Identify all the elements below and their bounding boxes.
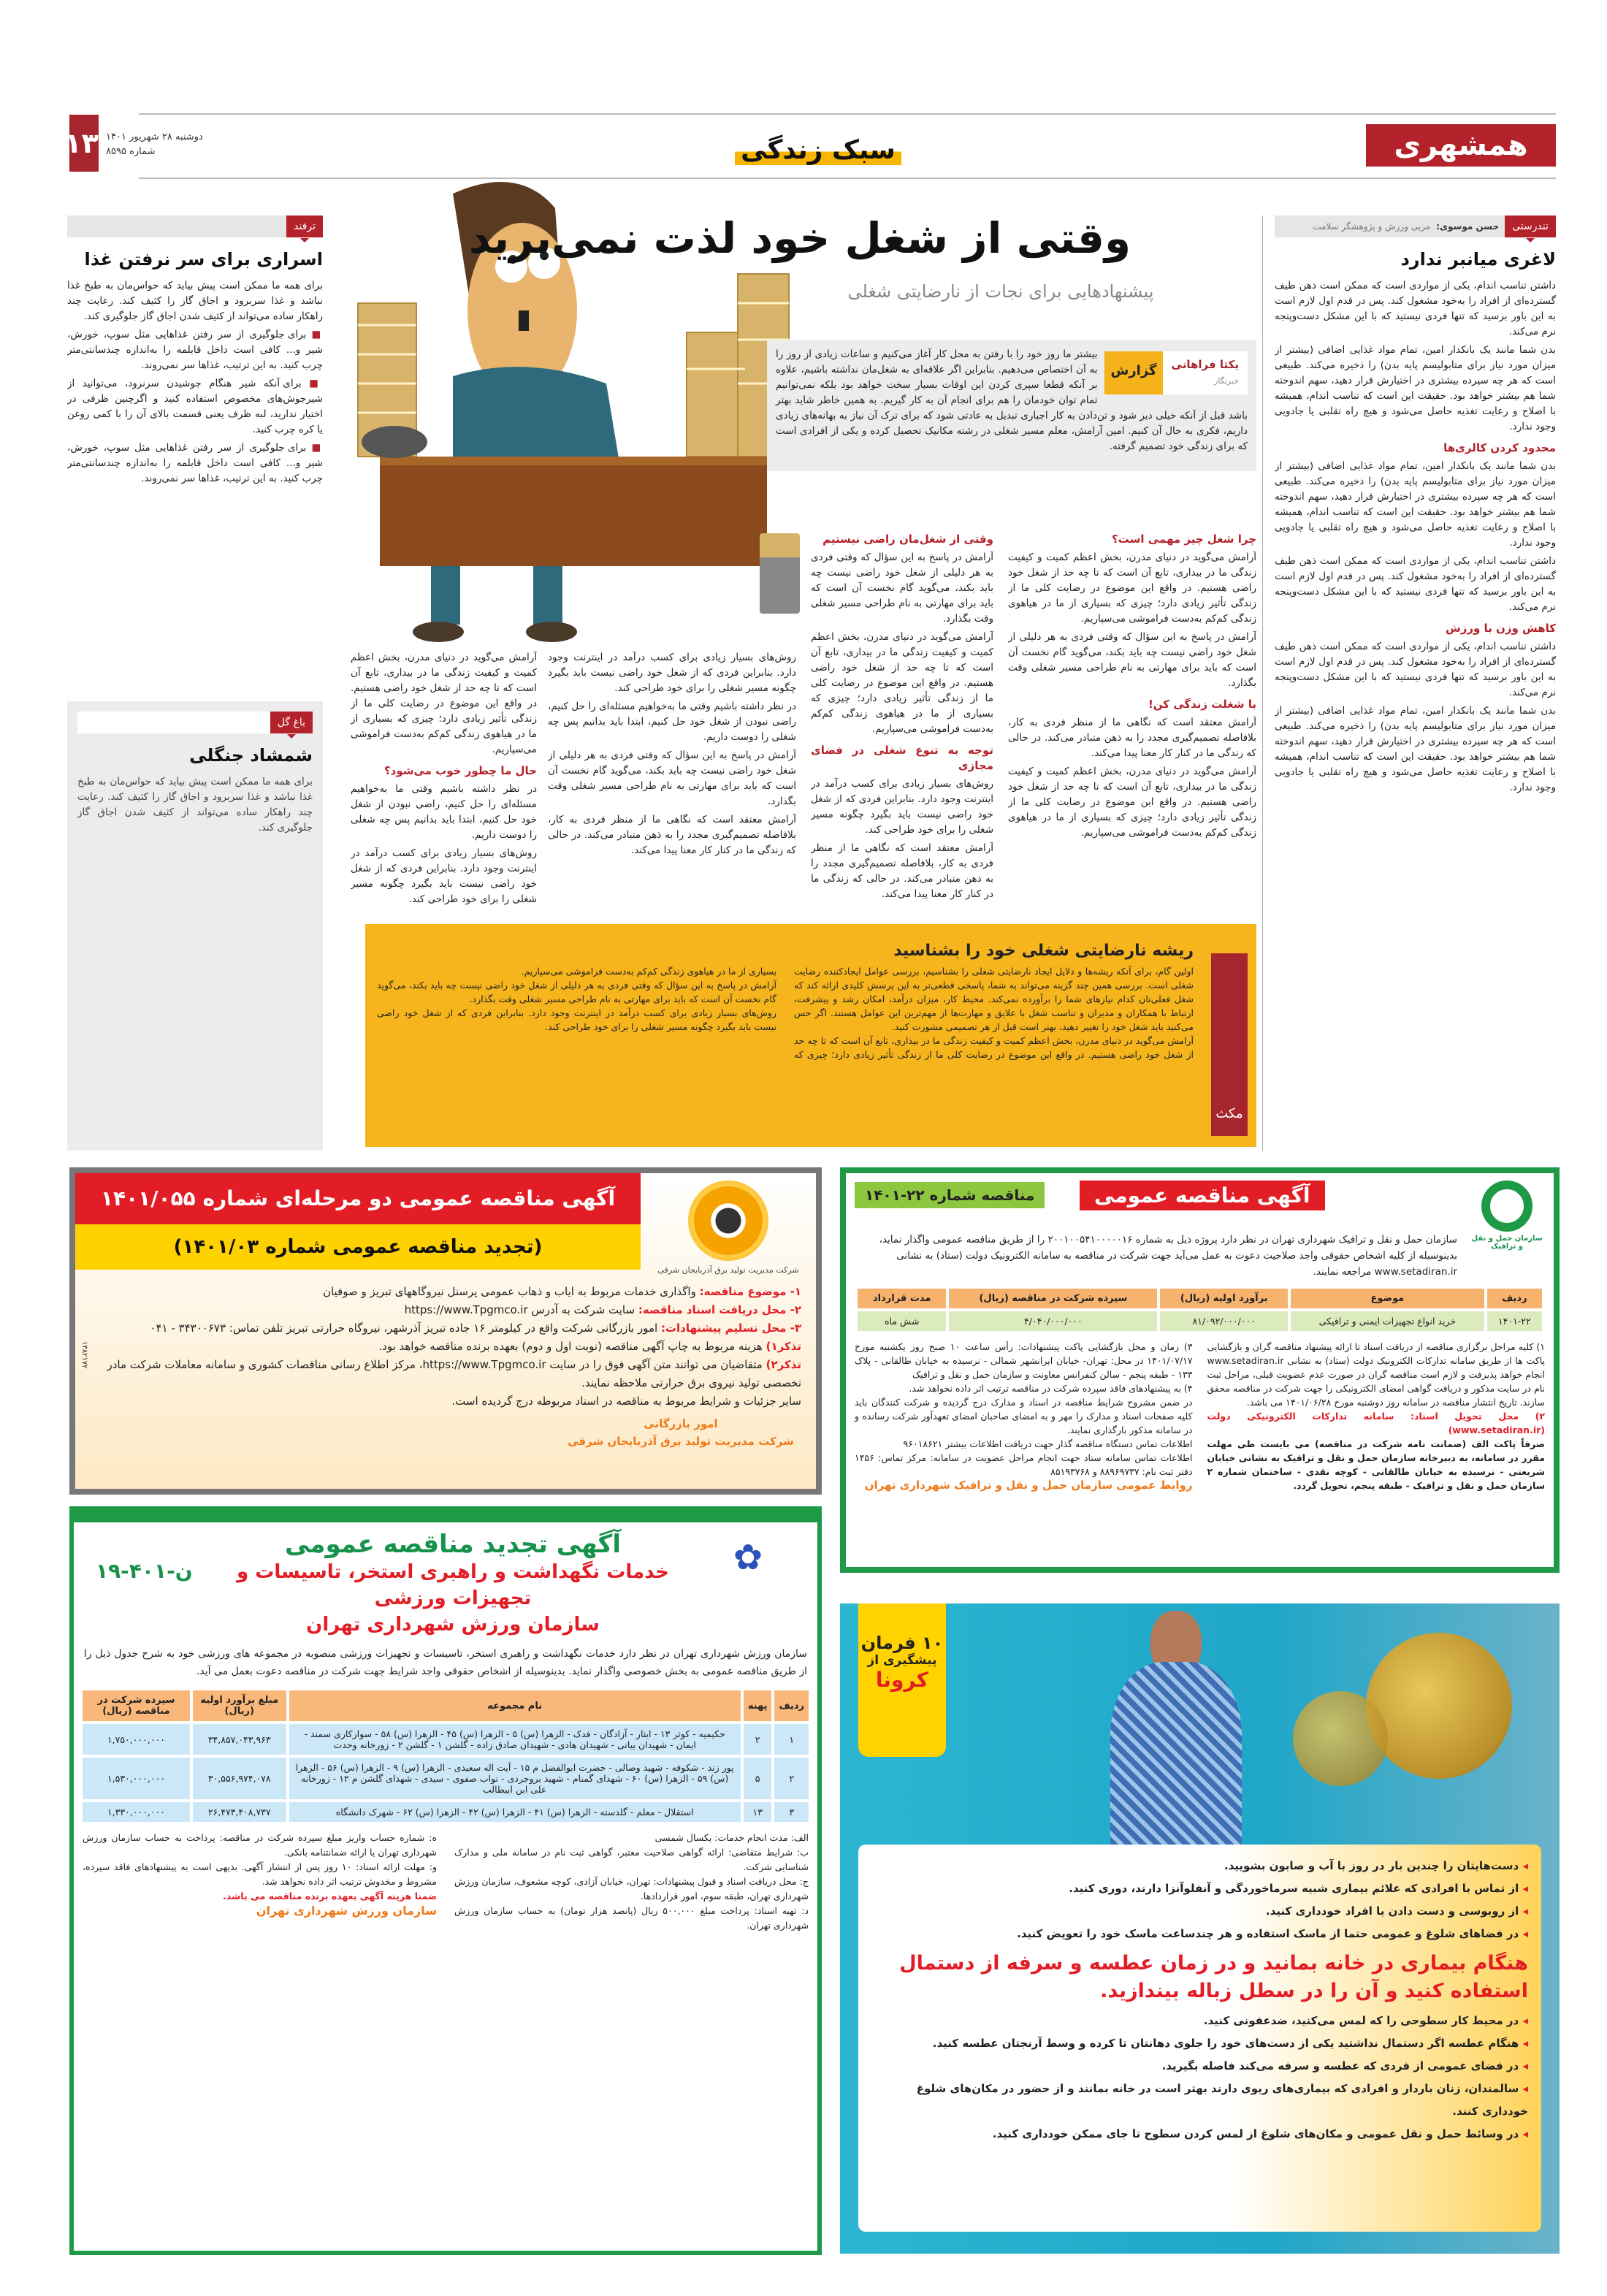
- paragraph: آرامش می‌گوید در دنیای مدرن، بخش اعظم کمیت و کیفیت زندگی ما در بیداری، تابع آن است که تا چه حد از شغل خود راضی هستیم. در واقع این موضوع در رضایت کلی ما از زندگی تأثیر زیادی دارد؛ چیزی که بسیاری از ما در هیاهوی زندگی کم‌کم به‌دست فراموشی می‌سپاریم.: [1008, 766, 1256, 839]
- ad-signature: امور بازرگانی: [644, 1417, 718, 1430]
- table-row: [83, 1724, 809, 1755]
- ad-footer: سازمان ورزش شهرداری تهران: [256, 1904, 437, 1918]
- tip-item: ◂ در وسائط حمل و نقل عمومی و مکان‌های شلوغ از لمس کردن سطوح تا جای ممکن خودداری کنید.: [871, 2123, 1528, 2146]
- sidebar-box: [365, 924, 1256, 1147]
- table-cell: مدت قرارداد: [858, 1289, 946, 1308]
- tip-item: ◂ هنگام عطسه اگر دستمال نداشتید یکی از دست‌های خود را جلوی دهانتان تا کرده و وسط آرنجتان عطسه کنید.: [871, 2032, 1528, 2055]
- table-cell: ۴/۰۴۰/۰۰۰/۰۰۰: [949, 1311, 1157, 1331]
- tip-item: ◂ در محیط کار سطوحی را که لمس می‌کنید، ضدعفونی کنید.: [871, 2010, 1528, 2032]
- paragraph: برای جلوگیری از سر رفتن غذاهایی مثل سوپ، خورش، شیر و... کافی است داخل قابلمه را به‌اندازه چندسانتی‌متر چرب کنید. به این ترتیب، غذاها سر نمی‌روند.: [67, 442, 323, 484]
- ad-note: سایر جزئیات و شرایط مربوط به مناقصه در اسناد مربوطه درج گردیده است.: [451, 1395, 801, 1408]
- table-cell: ۱,۷۵۰,۰۰۰,۰۰۰: [83, 1724, 190, 1755]
- subheading: با شغلت زندگی کن!: [1148, 698, 1256, 711]
- table-cell: خرید انواع تجهیزات ایمنی و ترافیکی: [1291, 1311, 1484, 1331]
- paragraph: در نظر داشته باشیم وقتی ما به‌خواهیم مسئله‌ای را حل کنیم، راضی نبودن از شغل خود حل کنیم، ابتدا باید بدانیم پس چه شغلی را دوست داریم.: [548, 701, 796, 743]
- tip-item: ◂ از تماس با افرادی که علائم بیماری شبیه سرماخوردگی و آنفلوآنزا دارند، دوری کنید.: [871, 1877, 1528, 1900]
- paragraph: روش‌های بسیار زیادی برای کسب درآمد در اینترنت وجود دارد. بنابراین فردی که از شغل خود راضی نیست باید بگیرد چگونه مسیر شغلی را برای خود طراحی کند.: [351, 847, 537, 905]
- ad-subtitle: خدمات نگهداشت و راهبری استخر، تاسیسات و تجهیزات ورزشی: [237, 1561, 669, 1609]
- article-title: لاغری میانبر ندارد: [1400, 249, 1556, 270]
- issue-info: [106, 130, 203, 159]
- header-rule-top: [139, 113, 1556, 115]
- subheading: حال ما چطور خوب می‌شود؟: [383, 764, 537, 777]
- tip-item: ◂ دست‌هایتان را چندین بار در روز با آب و صابون بشویید.: [871, 1855, 1528, 1877]
- tender-table: [80, 1687, 812, 1825]
- column-tag: تندرستی: [1505, 216, 1556, 237]
- page-number: ۱۳: [69, 115, 99, 172]
- ad-organization: سازمان ورزش شهرداری تهران: [306, 1614, 600, 1636]
- column-tag: ترفند: [286, 216, 323, 237]
- virus-image: [1366, 1633, 1512, 1779]
- paragraph: داشتن تناسب اندام، یکی از مواردی است که ممکن است ذهن طیف گسترده‌ای از افراد را به‌خود مشغول کند. پس در قدم اول لازم است به این باور برسید که تنها فردی نیستید که با این مشکل دست‌وپنجه نرم می‌کند.: [1275, 555, 1556, 613]
- article-title: شمشاد جنگلی: [189, 745, 313, 766]
- item-label: ۱- موضوع مناقصه:: [699, 1285, 801, 1298]
- byline: [1104, 351, 1248, 394]
- ad-subtitle: (تجدید مناقصه عمومی شماره ۱۴۰۱/۰۳): [75, 1224, 641, 1270]
- table-cell: سپرده شرکت در مناقصه (ریال): [949, 1289, 1157, 1308]
- subheading: وقتی از شغل‌مان راضی نیستیم: [822, 533, 993, 546]
- sidebar-title: ریشه نارضایتی شغلی خود را بشناسید: [893, 942, 1194, 960]
- table-cell: ۵: [744, 1758, 772, 1799]
- subheading: چرا شغل چیز مهمی است؟: [1112, 533, 1256, 546]
- report-tag: گزارش: [1104, 351, 1162, 394]
- ad-corona-prevention[interactable]: [840, 1603, 1560, 2254]
- paragraph: برای آنکه شیر هنگام جوشیدن سرنرود، می‌توانید از شیرجوش‌های مخصوص استفاده کنید و اگرچنین ظرفی در اختیار ندارید، لبه ظرف یعنی قسمت بالای آن را با کمی روغن یا کره چرب کنید.: [67, 378, 323, 435]
- issue-date: دوشنبه ۲۸ شهریور ۱۴۰۱: [106, 131, 203, 142]
- ad-title: آگهی تجدید مناقصه عمومی: [285, 1530, 621, 1559]
- article-title: اسراری برای سر نرفتن غذا: [84, 249, 323, 270]
- table-cell: نام مجموعه: [289, 1690, 741, 1721]
- table-cell: مبلغ برآورد اولیه (ریال): [193, 1690, 286, 1721]
- sick-man-photo: [1081, 1611, 1271, 1845]
- author-name: حسن موسوی:: [1436, 221, 1500, 232]
- paragraph: آرامش می‌گوید در دنیای مدرن، بخش اعظم کمیت و کیفیت زندگی ما در بیداری، تابع آن است که تا چه حد از شغل خود راضی هستیم. در واقع این موضوع در رضایت کلی ما از زندگی تأثیر زیادی دارد؛ چیزی که بسیاری از ما در هیاهوی زندگی کم‌کم به‌دست فراموشی می‌سپاریم.: [811, 631, 993, 735]
- ad-title: آگهی مناقصه عمومی دو مرحله‌ای شماره ۱۴۰۱/۰۵۵: [75, 1173, 641, 1224]
- table-cell: پهنه: [744, 1690, 772, 1721]
- paragraph: آرامش در پاسخ به این سؤال که وقتی فردی به هر دلیلی از شغل خود راضی نیست چه باید بکند، می‌گوید گام نخست آن است که باید برای مهارتی به نام طراحی مسیر شغلی وقت بگذارد.: [377, 980, 776, 1004]
- paragraph: بدن شما مانند یک بانکدار امین، تمام مواد غذایی اضافی (بیشتر از میزان مورد نیاز برای متابولیسم پایه بدن) را ذخیره می‌کند. طبیعی است که هر چه سپرده بیشتری در اختیارش قرار دهید، سهم اندوخته شما هم بیشتر خواهد بود. حقیقت این است که تناسب اندام، همیشه با اصلاح و رعایت تغذیه حاصل می‌شود و هیچ راه تقلبی یا جادویی وجود ندارد.: [1275, 460, 1556, 549]
- paragraph: آرامش می‌گوید در دنیای مدرن، بخش اعظم کمیت و کیفیت زندگی ما در بیداری، تابع آن است که تا چه حد از شغل خود راضی هستیم. در واقع این موضوع در رضایت کلی ما از زندگی تأثیر زیادی دارد؛ چیزی که بسیاری از ما در هیاهوی زندگی کم‌کم به‌دست فراموشی می‌سپاریم.: [521, 966, 1194, 1060]
- article-intro: [767, 340, 1256, 471]
- item-text: امور بازرگانی شرکت واقع در کیلومتر ۱۶ جاده تبریز آذرشهر، نیروگاه حرارتی تبریز تلفن تماس: ۳۴۳۰۰۶۷۳ - ۰۴۱: [150, 1321, 658, 1335]
- item-label: تذکر۲): [766, 1358, 801, 1371]
- article-column-2: [811, 526, 993, 913]
- trend-column: ترفند اسراری برای سر نرفتن غذا برای همه ما ممکن است پیش بیاید که حواس‌مان به طبخ غذا نباشد و غذا سربرود و اجاق گاز را کثیف کند. رعایت چند راهکار ساده می‌تواند از کثیف شدن اجاق گاز جلوگیری کند. ■ برای جلوگیری از سر رفتن غذاهایی مثل سوپ، خورش، شیر و... کافی است داخل قابلمه را به‌اندازه چندسانتی‌متر چرب کنید. به این ترتیب، غذاها سر نمی‌روند. ■ برای آنکه شیر هنگام جوشیدن سرنرود، می‌توانید از شیرجوش‌های مخصوص استفاده کنید و اگرچنین ظرفی در اختیار ندارید، لبه ظرف یعنی قسمت بالای آن را با کمی روغن یا کره چرب کنید. ■ برای جلوگیری از سر رفتن غذاهایی مثل سوپ، خورش، شیر و... کافی است داخل قابلمه را به‌اندازه چندسانتی‌متر چرب کنید. به این ترتیب، غذاها سر نمی‌روند.: [67, 216, 323, 690]
- paragraph: بدن شما مانند یک بانکدار امین، تمام مواد غذایی اضافی (بیشتر از میزان مورد نیاز برای متابولیسم پایه بدن) را ذخیره می‌کند. طبیعی است که هر چه سپرده بیشتری در اختیارش قرار دهید، سهم اندوخته شما هم بیشتر خواهد بود. حقیقت این است که تناسب اندام، همیشه با اصلاح و رعایت تغذیه حاصل می‌شود و هیچ راه تقلبی یا جادویی وجود ندارد.: [1275, 344, 1556, 432]
- paragraph: آرامش می‌گوید در دنیای مدرن، بخش اعظم کمیت و کیفیت زندگی ما در بیداری، تابع آن است که تا چه حد از شغل خود راضی هستیم. در واقع این موضوع در رضایت کلی ما از زندگی تأثیر زیادی دارد؛ چیزی که بسیاری از ما در هیاهوی زندگی کم‌کم به‌دست فراموشی می‌سپاریم.: [351, 652, 537, 755]
- company-logo: شرکت مدیریت تولید برق آذربایجان شرقی: [655, 1181, 801, 1275]
- table-cell: ۲: [744, 1724, 772, 1755]
- paragraph: اولین گام، برای آنکه ریشه‌ها و دلایل ایجاد نارضایتی شغلی را بشناسیم، بررسی عوامل ایجادکننده رضایت شغلی است. بررسی همین چند گزینه می‌تواند به شما، پاسخی قطعی‌تر به این پرسش کلیدی ارائه کند که شغل فعلی‌تان کدام نیازهای شما را برآورده نمی‌کند. محیط کار، میزان درآمد، امکان رشد و پیشرفت، ارتباط با همکاران و مدیران و تناسب شغل با علایق و مهارت‌ها از مهم‌ترین این عوامل هستند. اگر حس می‌کنید باید شغل خود را تغییر دهید، بهتر است قبل از هر تصمیمی مشورت کنید.: [794, 966, 1194, 1032]
- table-cell: سپرده شرکت در مناقصه (ریال): [83, 1690, 190, 1721]
- author-role: مربی ورزش و پژوهشگر سلامت: [1313, 221, 1431, 232]
- table-cell: ۱۴۰۱-۲۲: [1487, 1311, 1542, 1331]
- paragraph: روش‌های بسیار زیادی برای کسب درآمد در اینترنت وجود دارد. بنابراین فردی که از شغل خود راضی نیست باید بگیرد چگونه مسیر شغلی را برای خود طراحی کند.: [377, 1007, 776, 1032]
- garden-column: [67, 701, 323, 1151]
- ad-sport-tender[interactable]: [69, 1506, 822, 2255]
- paragraph: داشتن تناسب اندام، یکی از مواردی است که ممکن است ذهن طیف گسترده‌ای از افراد را به‌خود مشغول کند. پس در قدم اول لازم است به این باور برسید که تنها فردی نیستید که با این مشکل دست‌وپنجه نرم می‌کند.: [1275, 280, 1556, 337]
- table-cell: ۱۳: [744, 1802, 772, 1822]
- table-cell: ۱,۵۳۰,۰۰۰,۰۰۰: [83, 1758, 190, 1799]
- newspaper-logo[interactable]: همشهری: [1366, 124, 1556, 167]
- table-cell: موضوع: [1291, 1289, 1484, 1308]
- paragraph: آرامش در پاسخ به این سؤال که وقتی فردی به هر دلیلی از شغل خود راضی نیست چه باید بکند، می‌گوید گام نخست آن است که باید برای مهارتی به نام طراحی مسیر شغلی وقت بگذارد.: [548, 750, 796, 807]
- table-cell: حکیمیه - کوثر ۱۳ - ایثار - آزادگان - فدک - الزهرا (س) ۵ - الزهرا (س) ۴۵ - الزهرا (س) ۵۸ - سوارکاری سمند - ایمان - شهیدان بیاتی - شهیدان هادی - شهیدان صادق زاده - گلشن ۱ - گلشن ۲ - زورخانه وحدت: [289, 1724, 741, 1755]
- ad-intro: سازمان حمل و نقل و ترافیک شهرداری تهران در نظر دارد پروژه ذیل به شماره ۲۰۰۱۰۰۵۴۱۰۰۰۰۰۱۶ را از طریق مناقصه عمومی واگذار نماید، بدینوسیله از کلیه اشخاص حقوقی واجد صلاحیت دعوت به عمل می‌آید جهت شرکت در مناقصه به سامانه الکترونیک دولت (ستاد) به نشانی www.setadiran.ir مراجعه نمایند.: [879, 1234, 1457, 1278]
- tips-box: [858, 1845, 1541, 2232]
- subheading: توجه به تنوع شغلی در فضای مجازی: [811, 744, 993, 772]
- traffic-organization-logo: سازمان حمل و نقل و ترافیک: [1470, 1181, 1543, 1251]
- reporter-name: یکتا فراهانی: [1171, 358, 1239, 371]
- ad-terms: ۱) کلیه مراحل برگزاری مناقصه از دریافت اسناد تا ارائه پیشنهاد مناقصه گران و بازگشایی پاکت ها از طریق سامانه تدارکات الکترونیک دولت (ستاد) به نشانی www.setadiran.ir انجام خواهد پذیرفت و لازم است مناقصه گران در صورت عدم عضویت قبلی، مراحل ثبت نام در سایت مذکور و دریافت گواهی امضای الکترونیکی را جهت شرکت در مناقصه محقق سازند. تاریخ انتشار مناقصه در سامانه روز دوشنبه مورخ ۱۴۰۱/۰۶/۲۸ می باشد. ۲) محل تحویل اسناد: سامانه تدارکات الکترونیکی دولت (www.setadiran.ir) صرفاً پاکت الف (ضمانت نامه شرکت در مناقصه) می بایست طی مهلت مقرر در سامانه، به دبیرخانه سازمان حمل و نقل و ترافیک به نشانی خیابان شریعتی - نرسیده به خیابان طالقانی - کوچه نقدی - ساختمان شماره ۲ سازمان حمل و نقل و ترافیک - طبقه پنجم، تحویل گردد. ۳) زمان و محل بازگشایی پاکت پیشنهادات: رأس ساعت ۱۰ صبح روز یکشنبه مورخ ۱۴۰۱/۰۷/۱۷ در محل: تهران- خیابان ایرانشهر شمالی - نرسیده به خیابان طالقانی - پلاک ۱۳۳ - طبقه پنجم - سالن کنفرانس معاونت و سازمان حمل و نقل و ترافیک ۴) به پیشنهادهای فاقد سپرده شرکت در مناقصه ترتیب اثر داده نخواهد شد. در ضمن مشروح شرایط مناقصه در اسناد و مدارک درج گردیده و شرکت کنندگان باید کلیه صفحات اسناد و مدارک را مهر و به امضای صاحبان امضای تعهدآور شرکت رسانده و در سامانه مذکور بارگذاری نمایند. اطلاعات تماس دستگاه مناقصه گذار جهت دریافت اطلاعات بیشتر ۹۶۰۱۸۶۲۱ اطلاعات تماس سامانه ستاد جهت انجام مراحل عضویت در سامانه: مرکز تماس: ۱۴۵۶ دفتر ثبت نام: ۸۸۹۶۹۷۳۷ و ۸۵۱۹۳۷۶۸ روابط عمومی سازمان حمل و نقل و ترافیک شهرداری تهران: [855, 1341, 1545, 1492]
- item-label: ۲- محل دریافت اسناد مناقصه:: [638, 1303, 801, 1316]
- sun-logo-icon: [688, 1181, 768, 1261]
- article-column-4: [351, 650, 537, 913]
- virus-image: [1293, 1691, 1388, 1786]
- table-cell: ۲۶,۴۷۳,۴۰۸,۷۳۷: [193, 1802, 286, 1822]
- table-cell: ردیف: [774, 1690, 809, 1721]
- paragraph: برای همه ما ممکن است پیش بیاید که حواس‌مان به طبخ غذا نباشد و غذا سربرود و اجاق گاز را کثیف کند. رعایت چند راهکار ساده می‌تواند از کثیف شدن اجاق گاز جلوگیری کند.: [77, 776, 313, 834]
- health-column: [1275, 216, 1556, 1151]
- main-subheadline: پیشنهادهایی برای نجات از نارضایتی شغلی: [847, 281, 1154, 302]
- article-column-1: [1008, 526, 1256, 913]
- wastebasket-icon: [760, 533, 800, 614]
- paragraph: آرامش معتقد است که نگاهی ما از منظر فردی به کار، بلافاصله تصمیم‌گیری مجدد را به ذهن متبادر می‌کند. در حالی که زندگی ما در کنار کار معنا پیدا می‌کند.: [548, 814, 796, 856]
- table-cell: شش ماه: [858, 1311, 946, 1331]
- tip-item: ◂ در فضاهای شلوغ و عمومی حتما از ماسک استفاده و هر چندساعت ماسک خود را تعویض کنید.: [871, 1923, 1528, 1945]
- corona-title-box: ۱۰ فرمان پیشگیری از کرونا: [858, 1603, 946, 1757]
- table-row: [83, 1802, 809, 1822]
- recycle-arrows-icon: [1481, 1181, 1532, 1232]
- main-headline: وقتی از شغل خود لذت نمی‌برید: [468, 213, 1131, 263]
- tip-highlight: هنگام بیماری در خانه بمانید و در زمان عطسه و سرفه از دستمال استفاده کنید و آن را در سطل زباله بیندازید.: [899, 1952, 1528, 2002]
- table-cell: ۱: [774, 1724, 809, 1755]
- paragraph: برای جلوگیری از سر رفتن غذاهایی مثل سوپ، خورش، شیر و... کافی است داخل قابلمه را به‌اندازه چندسانتی‌متر چرب کنید. به این ترتیب، غذاها سر نمی‌روند.: [67, 329, 323, 371]
- paragraph: آرامش می‌گوید در دنیای مدرن، بخش اعظم کمیت و کیفیت زندگی ما در بیداری، تابع آن است که تا چه حد از شغل خود راضی هستیم. در واقع این موضوع در رضایت کلی ما از زندگی تأثیر زیادی دارد؛ چیزی که بسیاری از ما در هیاهوی زندگی کم‌کم به‌دست فراموشی می‌سپاریم.: [1008, 552, 1256, 625]
- item-text: متقاضیان می توانند متن آگهی فوق را در سایت https://www.Tpgmco.ir، مرکز اطلاع رسانی مناقصات کشوری و سامانه معاملات شرکت مادر تخصصی تولید نیروی برق حرارتی ملاحظه نمایند.: [107, 1358, 801, 1389]
- ad-traffic-tender[interactable]: [840, 1167, 1560, 1573]
- table-cell: ردیف: [1487, 1289, 1542, 1308]
- item-label: ۳- محل تسلیم پیشنهادات:: [660, 1321, 801, 1335]
- table-cell: ۱,۳۳۰,۰۰۰,۰۰۰: [83, 1802, 190, 1822]
- column-divider: [1262, 216, 1263, 1151]
- paragraph: آرامش معتقد است که نگاهی ما از منظر فردی به کار، بلافاصله تصمیم‌گیری مجدد را به ذهن متبادر می‌کند. در حالی که زندگی ما در کنار کار معنا پیدا می‌کند.: [1008, 717, 1256, 759]
- paragraph: آرامش معتقد است که نگاهی ما از منظر فردی به کار، بلافاصله تصمیم‌گیری مجدد را به ذهن متبادر می‌کند. در حالی که زندگی ما در کنار کار معنا پیدا می‌کند.: [811, 842, 993, 900]
- ad-header: [75, 1173, 641, 1270]
- table-row: [858, 1311, 1542, 1331]
- reporter-role: خبرنگار: [1214, 376, 1239, 386]
- table-cell: استقلال - معلم - گلدسته - الزهرا (س) ۴۱ - الزهرا (س) ۴۲ - الزهرا (س) ۶۲ - شهرک دانشگاه: [289, 1802, 741, 1822]
- ad-code: ۱۳۸۲۱۷۲: [80, 1341, 88, 1369]
- section-title: سبک زندگی: [716, 135, 920, 175]
- paragraph: بدن شما مانند یک بانکدار امین، تمام مواد غذایی اضافی (بیشتر از میزان مورد نیاز برای متابولیسم پایه بدن) را ذخیره می‌کند. طبیعی است که هر چه سپرده بیشتری در اختیارش قرار دهید، سهم اندوخته شما هم بیشتر خواهد بود. حقیقت این است که تناسب اندام، همیشه با اصلاح و رعایت تغذیه حاصل می‌شود و هیچ راه تقلبی یا جادویی وجود ندارد.: [1275, 705, 1556, 793]
- table-cell: ۳: [774, 1802, 809, 1822]
- ad-code: ۱۹-ن-۴۰۱: [96, 1559, 193, 1583]
- table-cell: پور زند - شکوفه - شهید وصالی - حضرت ابوالفضل م ۱۵ - آیت اله سعیدی - الزهرا (س) ۹ - الزهرا (س) ۵۶ - الزهرا (س) ۵۹ - الزهرا (س) ۶۰ - شهدای گمنام - شهید بروجردی - نواب صفوی - سیدی - شهدای گلشن م ۱۲ - زورخانه علی ابن ابیطالب: [289, 1758, 741, 1799]
- table-cell: ۸۱/۰۹۲/۰۰۰/۰۰۰: [1160, 1311, 1288, 1331]
- tender-table: [855, 1286, 1545, 1334]
- paragraph: آرامش در پاسخ به این سؤال که وقتی فردی به هر دلیلی از شغل خود راضی نیست چه باید بکند، می‌گوید گام نخست آن است که باید برای مهارتی به نام طراحی مسیر شغلی وقت بگذارد.: [811, 552, 993, 625]
- ad-footer: روابط عمومی سازمان حمل و نقل و ترافیک شهرداری تهران: [864, 1479, 1193, 1492]
- table-cell: ۳۴,۸۵۷,۰۴۳,۹۶۳: [193, 1724, 286, 1755]
- ad-intro: سازمان ورزش شهرداری تهران در نظر دارد خدمات نگهداشت و راهبری استخر، تاسیسات و تجهیزات ورزشی منصوبه در مجموعه های ورزشی خود به شرح جدول ذیل را از طریق مناقصه عمومی به بخش خصوصی واگذار نماید. بدینوسیله از اشخاص حقوقی واجد شرایط جهت شرکت در مناقصه دعوت بعمل می آید.: [84, 1648, 807, 1677]
- tip-item: ◂ سالمندان، زنان باردار و افرادی که بیماری‌های ریوی دارند بهتر است در خانه بمانند و از حضور در مکان‌های شلوغ خودداری کنند.: [871, 2078, 1528, 2123]
- sidebar-tag: مکث: [1211, 953, 1248, 1136]
- ad-signature: شرکت مدیریت تولید برق آذربایجان شرقی: [568, 1435, 794, 1448]
- sport-organization-logo: ✿: [733, 1537, 763, 1578]
- subheading: محدود کردن کالری‌ها: [1443, 441, 1556, 454]
- intro-text: بیشتر ما روز خود را با رفتن به محل کار آغاز می‌کنیم و ساعات زیادی از روز را به آن اختصاص می‌دهیم. بنابراین اگر علاقه‌ای به شغل‌مان نداشته باشیم، علاوه بر آنکه قطعا سپری کردن این اوقات بسیار سخت خواهد بود بلکه نمی‌توانیم تمام توان خودمان را هم برای انجام آن به کار گیریم. به همین خاطر شاید بهتر باشد قبل از آنکه خیلی دیر شود و تن‌دادن به کار اجباری تبدیل به عادتی شود که برای ترک آن نیاز به بهانه‌های زیادی داریم، فکری به حال آن کنیم. امین آرامش، معلم مسیر شغلی در رشته مکانیک تحصیل کرده و یکی از افرادی است که برای زندگی خود تصمیم گرفته.: [776, 348, 1248, 452]
- paragraph: داشتن تناسب اندام، یکی از مواردی است که ممکن است ذهن طیف گسترده‌ای از افراد را به‌خود مشغول کند. پس در قدم اول لازم است به این باور برسید که تنها فردی نیستید که با این مشکل دست‌وپنجه نرم می‌کند.: [1275, 641, 1556, 698]
- table-cell: ۳۰,۵۵۶,۹۷۴,۰۷۸: [193, 1758, 286, 1799]
- table-cell: برآورد اولیه (ریال): [1160, 1289, 1288, 1308]
- item-text: هزینه مربوط به چاپ آگهی مناقصه (نوبت اول و دوم) بعهده برنده مناقصه خواهد بود.: [378, 1340, 763, 1353]
- paragraph: آرامش در پاسخ به این سؤال که وقتی فردی به هر دلیلی از شغل خود راضی نیست چه باید بکند، می‌گوید گام نخست آن است که باید برای مهارتی به نام طراحی مسیر شغلی وقت بگذارد.: [1008, 631, 1256, 689]
- item-text[interactable]: سایت شرکت به آدرس https://www.Tpgmco.ir: [404, 1303, 635, 1316]
- tender-number-badge: مناقصه شماره ۲۲-۱۴۰۱: [855, 1182, 1045, 1208]
- paragraph: در نظر داشته باشیم وقتی ما به‌خواهیم مسئله‌ای را حل کنیم، راضی نبودن از شغل خود حل کنیم، ابتدا باید بدانیم پس چه شغلی را دوست داریم.: [351, 783, 537, 841]
- ad-tpgmco-tender[interactable]: [69, 1167, 822, 1495]
- ad-title: آگهی مناقصه عمومی: [1080, 1181, 1325, 1210]
- item-text: واگذاری خدمات مربوط به ایاب و ذهاب عمومی پرسنل نیروگاههای تبریز و صوفیان: [322, 1285, 696, 1298]
- column-tag: باغ گل: [270, 712, 313, 733]
- paragraph: روش‌های بسیار زیادی برای کسب درآمد در اینترنت وجود دارد. بنابراین فردی که از شغل خود راضی نیست باید بگیرد چگونه مسیر شغلی را برای خود طراحی کند.: [548, 652, 796, 694]
- item-label: تذکر۱): [766, 1340, 801, 1353]
- tip-item: ◂ در فضای عمومی از فردی که عطسه و سرفه می‌کند فاصله بگیرید.: [871, 2055, 1528, 2078]
- paragraph: برای همه ما ممکن است پیش بیاید که حواس‌مان به طبخ غذا نباشد و غذا سربرود و اجاق گاز را کثیف کند. رعایت چند راهکار ساده می‌تواند از کثیف شدن اجاق گاز جلوگیری کند.: [67, 280, 323, 322]
- article-column-3: [548, 650, 796, 913]
- paragraph: روش‌های بسیار زیادی برای کسب درآمد در اینترنت وجود دارد. بنابراین فردی که از شغل خود راضی نیست باید بگیرد چگونه مسیر شغلی را برای خود طراحی کند.: [811, 778, 993, 836]
- subheading: کاهش وزن با ورزش: [1446, 622, 1556, 635]
- table-cell: ۲: [774, 1758, 809, 1799]
- ad-terms: الف: مدت انجام خدمات: یکسال شمسی ب: شرایط متقاضی: ارائه گواهی صلاحیت معتبر، گواهی ثبت نام در سامانه ملی و مدارک شناسایی شرکت. ج: محل دریافت اسناد و قبول پیشنهادات: تهران، خیابان آزادی، کوچه مشعوف، سازمان ورزش شهرداری تهران، طبقه سوم، امور قراردادها. د: تهیه اسناد: پرداخت مبلغ ۵۰۰,۰۰۰ ریال (پانصد هزار تومان) به حساب سازمان ورزش شهرداری تهران. ه: شماره حساب واریز مبلغ سپرده شرکت در مناقصه: پرداخت به حساب سازمان ورزش شهرداری تهران یا ارائه ضمانتنامه بانکی. و: مهلت ارائه اسناد: ۱۰ روز پس از انتشار آگهی. بدیهی است به پیشنهادهای فاقد سپرده، مشروط و مخدوش ترتیب اثر داده نخواهد شد. ضمنا هزینه آگهی بعهده برنده مناقصه می باشد. سازمان ورزش شهرداری تهران: [83, 1832, 809, 1931]
- tip-item: ◂ از روبوسی و دست دادن با افراد خودداری کنید.: [871, 1900, 1528, 1923]
- table-row: [83, 1758, 809, 1799]
- issue-number: شماره ۸۵۹۵: [106, 146, 156, 157]
